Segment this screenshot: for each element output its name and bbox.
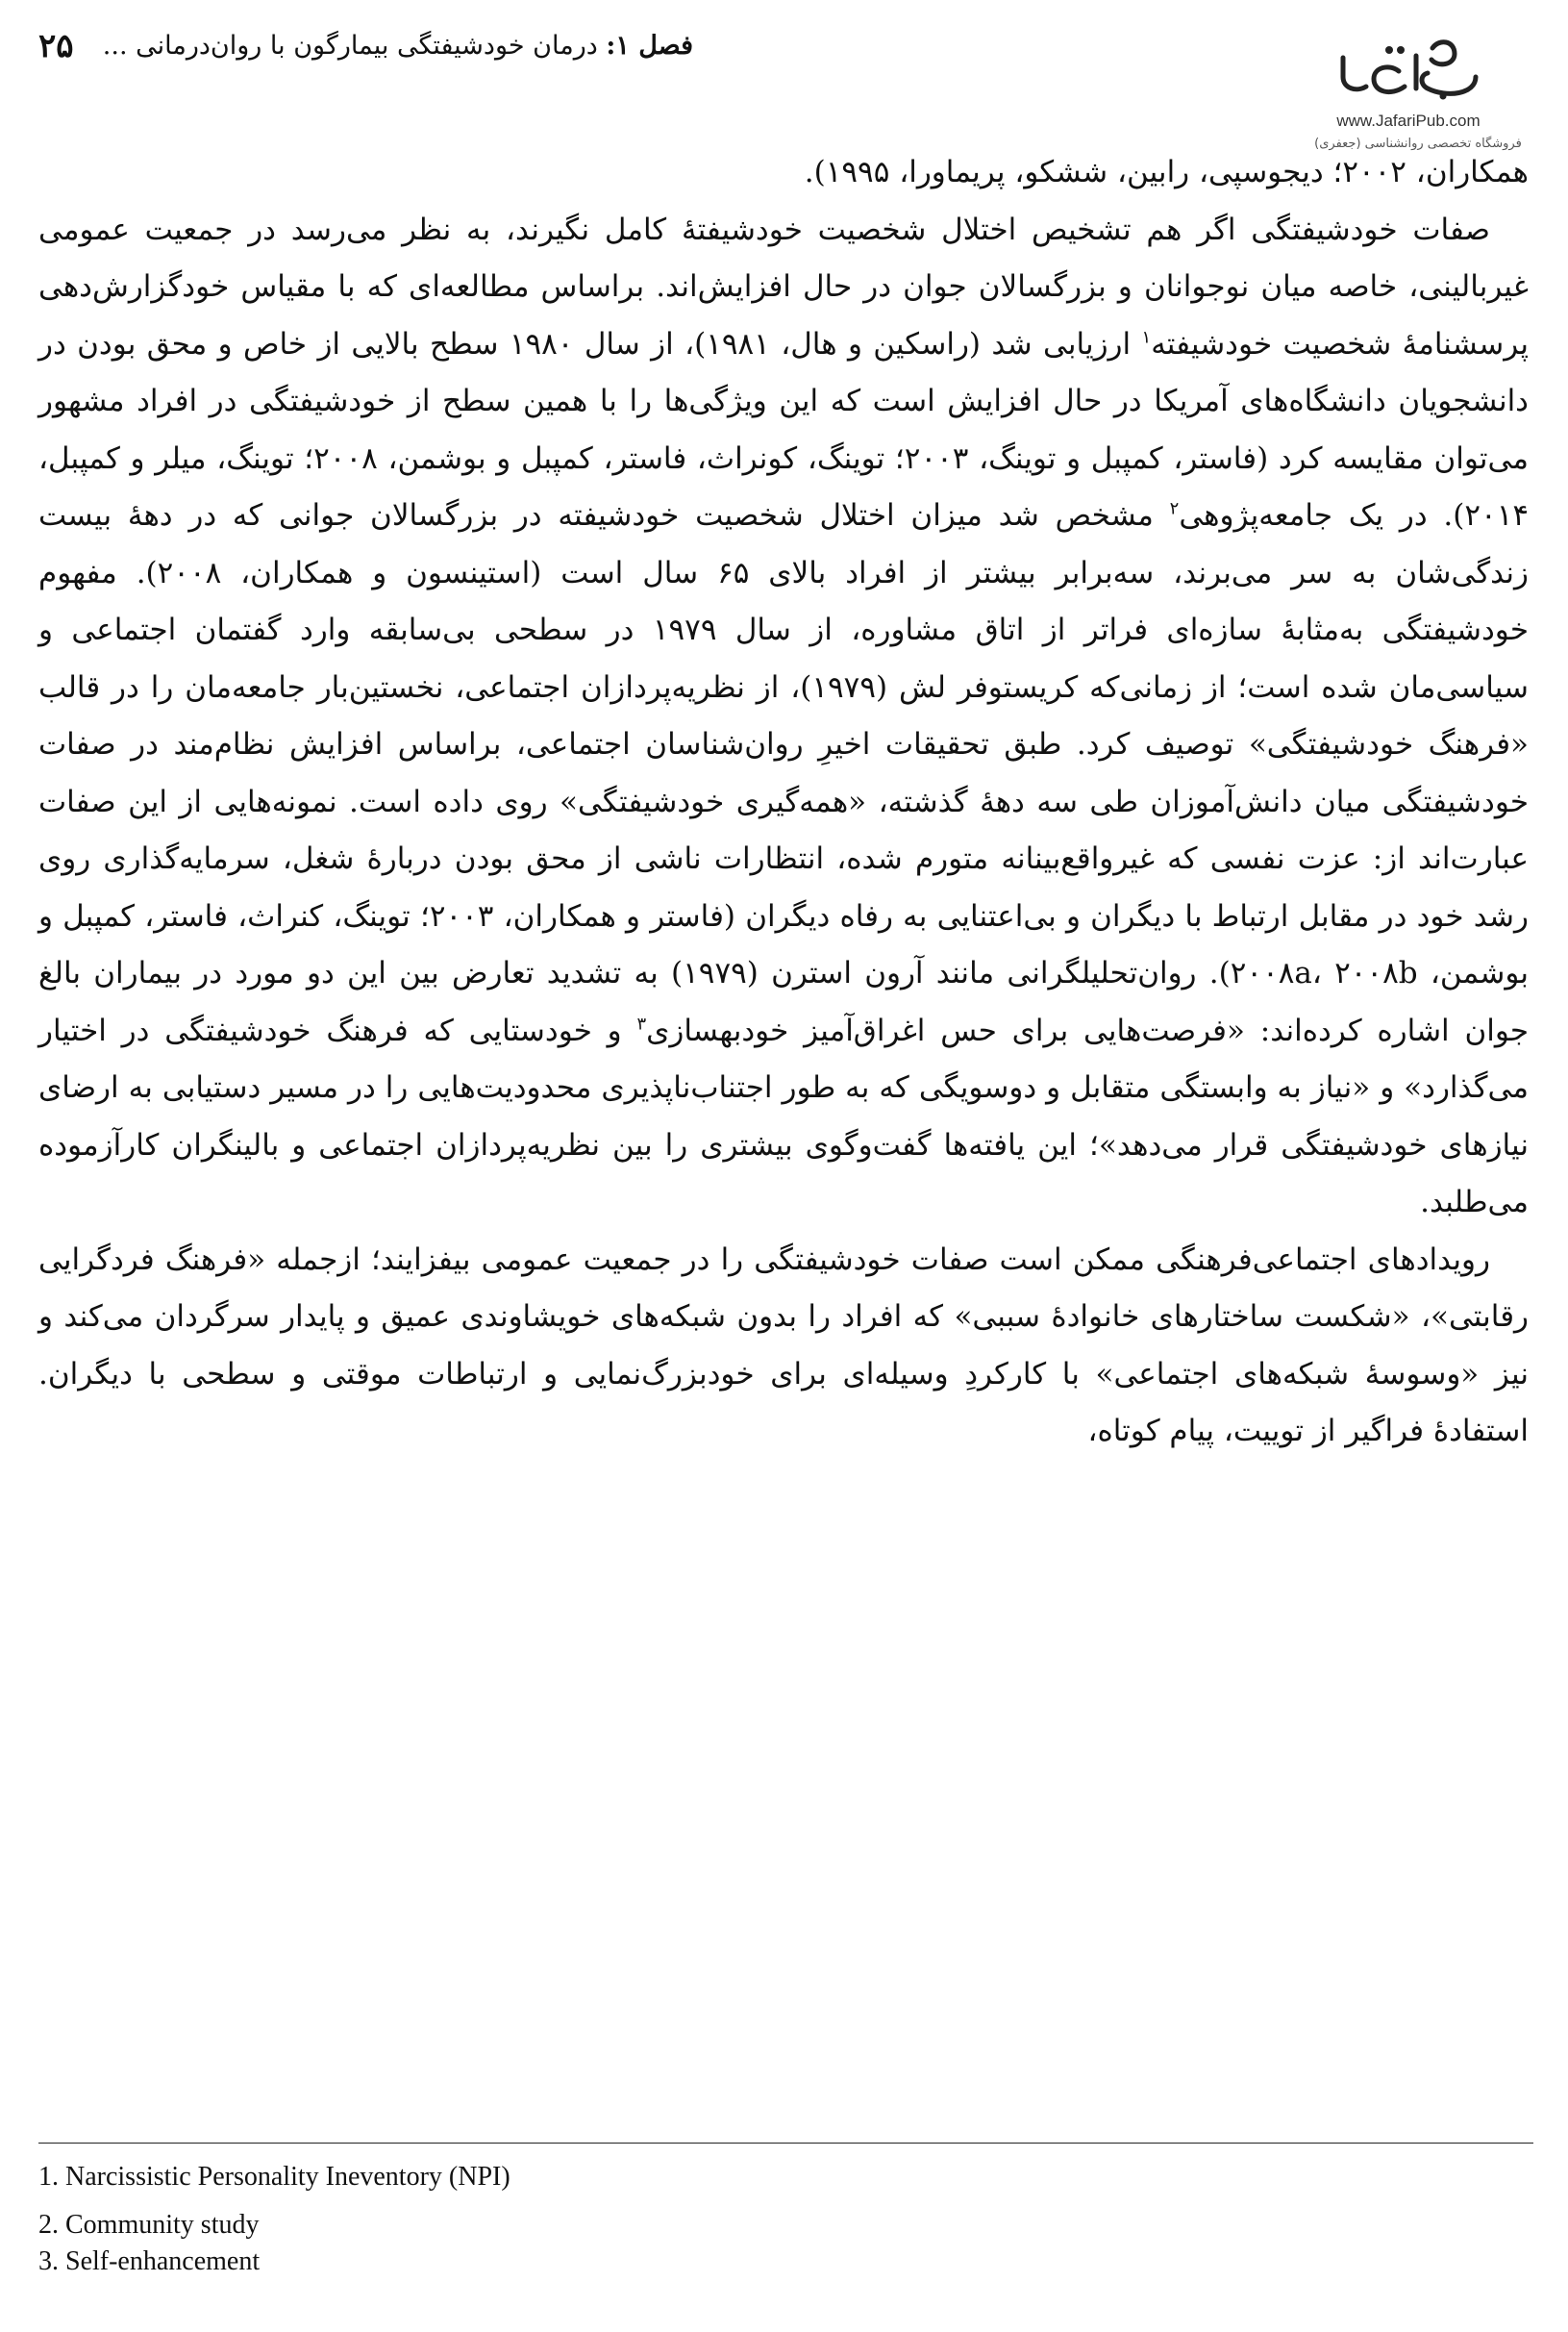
body-text [38,144,1529,1461]
paragraph-2-part-a: صفات خودشیفتگی اگر هم تشخیص اختلال شخصیت خودشیفتهٔ کامل نگیرند، به نظر می‌رسد در جمعیت عمومی غیربالینی، خاصه میان نوجوانان و بزرگسالان جوان در حال افزایش‌اند. براساس مطالعه‌ای که با مقیاس خودگزارش‌دهی پرسشنامهٔ شخصیت خودشیفته [38,212,1529,362]
footnote-marker-2: ۲ [1169,498,1180,519]
paragraph-2 [38,202,1529,1232]
paragraph-2-part-d: و خودستایی که فرهنگ خودشیفتگی در اختیار می‌گذارد» و «نیاز به وابستگی متقابل و دوسویگی که به طور اجتناب‌ناپذیری محدودیت‌هایی را در مسیر دستیابی به ارضای نیازهای خودشیفتگی قرار می‌دهد»؛ این یافته‌ها گفت‌وگوی بیشتری را بین نظریه‌پردازان اجتماعی و بالینگران کارآزموده می‌طلبد. [38,1013,1529,1219]
footnote-marker-3: ۳ [636,1014,647,1035]
paragraph-1: همکاران، ۲۰۰۲؛ دیجوسپی، رابین، ششکو، پریماورا، ۱۹۹۵). [804,155,1529,189]
footnote-2: 2. Community study [38,2210,260,2240]
footnotes [38,2160,1529,2289]
paragraph-2-part-b: ارزیابی شد (راسکین و هال، ۱۹۸۱)، از سال ۱۹۸۰ سطح بالایی از خاص و محق بودن در دانشجویان دانشگاه‌های آمریکا در حال افزایش است که این ویژگی‌ها را با همین سطح از خودشیفتگی در افراد مشهور می‌توان مقایسه کرد (فاستر، کمپبل و توینگ، ۲۰۰۳؛ توینگ، کونراث، فاستر، کمپبل و بوشمن، ۲۰۰۸؛ توینگ، میلر و کمپبل، ۲۰۱۴). در یک جامعه‌پژوهی [38,326,1529,533]
footnote-marker-1: ۱ [1141,327,1152,348]
publisher-url: www.JafariPub.com [1336,112,1481,130]
page-number: ۲۵ [38,27,74,65]
running-header [103,31,693,61]
paragraph-3: رویدادهای اجتماعی‌فرهنگی ممکن است صفات خودشیفتگی را در جمعیت عمومی بیفزایند؛ ازجمله «فرهنگ فردگرایی رقابتی»، «شکست ساختارهای خانوادهٔ سببی» که افراد را بدون شبکه‌های خویشاوندی عمیق و پایدار سرگردان می‌کند و نیز «وسوسهٔ شبکه‌های اجتماعی» با کارکردِ وسیله‌ای برای خودبزرگ‌نمایی و ارتباطات موقتی و سطحی با دیگران. استفادهٔ فراگیر از توییت، پیام کوتاه، [38,1241,1529,1448]
chapter-label: فصل ۱: [606,31,693,61]
footnote-3: 3. Self-enhancement [38,2246,261,2276]
footnote-1: 1. Narcissistic Personality Ineventory (NPI) [38,2162,510,2192]
chapter-title: درمان خودشیفتگی بیمارگون با روان‌درمانی ... [102,31,607,61]
footnote-divider [38,2143,1533,2144]
publisher-tagline: فروشگاه تخصصی روانشناسی (جعفری) [1314,137,1522,151]
publisher-logo-icon [1332,29,1485,104]
paragraph-2-part-c: مشخص شد میزان اختلال شخصیت خودشیفته در بزرگسالان جوانی که در دههٔ بیست زندگی‌شان به سر می‌برند، سه‌برابر بیشتر از افراد بالای ۶۵ سال است (استینسون و همکاران، ۲۰۰۸). مفهوم خودشیفتگی به‌مثابهٔ سازه‌ای فراتر از اتاق مشاوره، از سال ۱۹۷۹ در سطحی بی‌سابقه وارد گفتمان اجتماعی و سیاسی‌مان شده است؛ از زمانی‌که کریستوفر لش (۱۹۷۹)، از نظریه‌پردازان اجتماعی، نخستین‌بار جامعه‌مان را در قالب «فرهنگ خودشیفتگی» توصیف کرد. طبق تحقیقات اخیرِ روان‌شناسان اجتماعی، براساس افزایش نظام‌مند در صفات خودشیفتگی میان دانش‌آموزان طی سه دههٔ گذشته، «همه‌گیری خودشیفتگی» روی داده است. نمونه‌هایی از این صفات عبارت‌اند از: عزت نفسی که غیرواقع‌بینانه متورم شده، انتظارات ناشی از محق بودن دربارهٔ شغل، سرمایه‌گذاری روی رشد خود در مقابل ارتباط با دیگران و بی‌اعتنایی به رفاه دیگران (فاستر و همکاران، ۲۰۰۳؛ توینگ، کنراث، فاستر، کمپبل و بوشمن، ۲۰۰۸a، ۲۰۰۸b). روان‌تحلیلگرانی مانند آرون استرن (۱۹۷۹) به تشدید تعارض بین این دو مورد در بیماران بالغ جوان اشاره کرده‌اند: «فرصت‌هایی برای حس اغراق‌آمیز خودبهسازی [38,498,1529,1048]
